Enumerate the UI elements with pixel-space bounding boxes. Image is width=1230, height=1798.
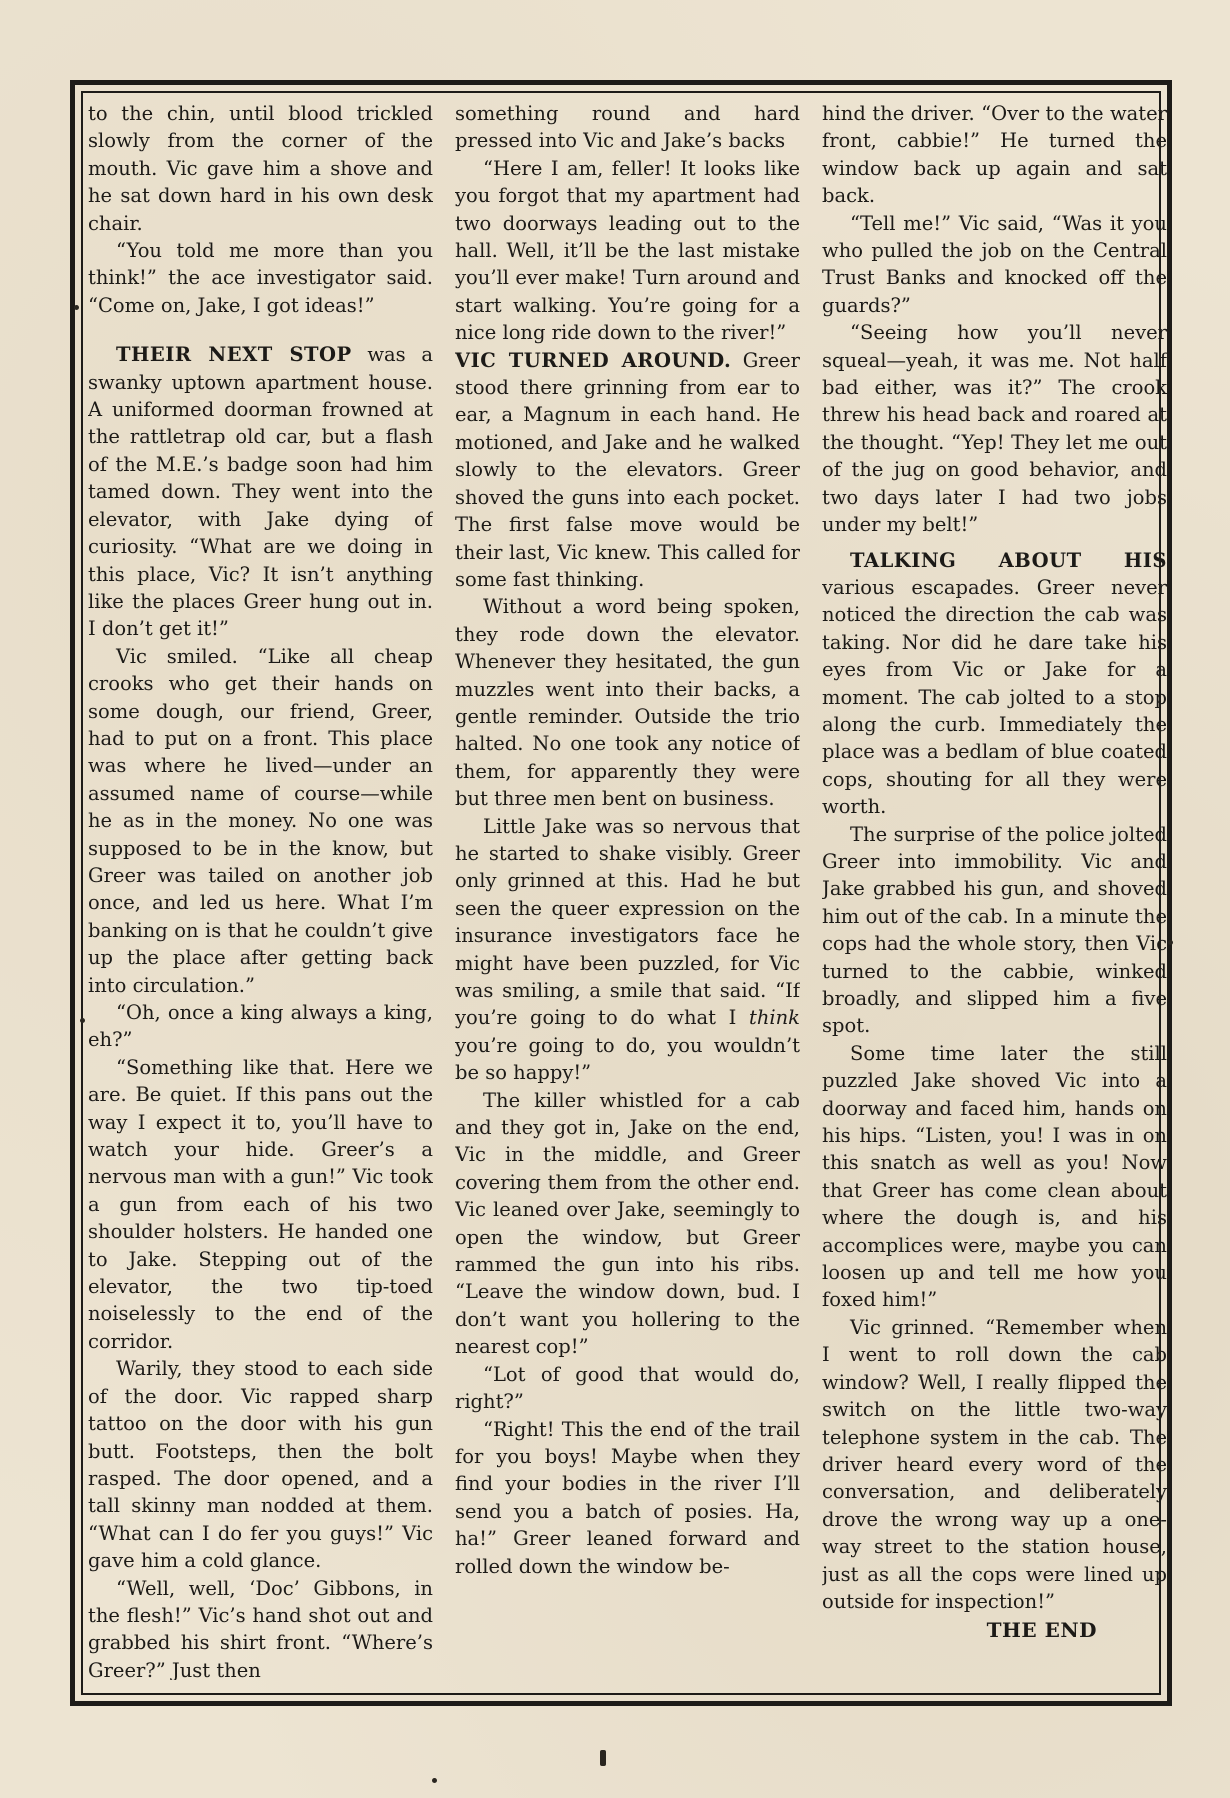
paragraph: Warily, they stood to each side of the door. Vic rapped sharp tattoo on the door with his gun butt. Footsteps, then the bolt rasped. The door opened, and a tall skinny man nodded at them. “What can I do fer you guys!” Vic gave him a cold glance. [88,1357,433,1573]
paragraph [455,813,800,1087]
paragraph-text: Greer stood there grinning from ear to ear, a Magnum in each hand. He motioned, and Jake and he walked slowly to the elevators. Greer shoved the guns into each pocket. The first false move would be their last, Vic knew. This called for some fast thinking. [455,348,800,591]
section-lead-in: TALKING ABOUT HIS [850,548,1167,572]
paragraph: “Tell me!” Vic said, “Was it you who pulled the job on the Central Trust Banks and knocked off the guards?” [822,211,1167,317]
text-column-3 [822,100,1167,1680]
story-columns [88,100,1166,1680]
section-lead-in: THEIR NEXT STOP [116,343,352,367]
the-end-label: THE END [986,1618,1097,1643]
paragraph: Vic grinned. “Remember when I went to roll down the cab window? Well, I really flipped the switch on the little two-way telephone system in the cab. The driver heard every word of the conversation, and deliberately drove the wrong way up a one-way street to the station house, just as all the cops were lined up outside for inspection!” [822,1315,1167,1613]
paragraph: “You told me more than you think!” the ace investigator said. “Come on, Jake, I got ideas!” [88,239,433,317]
paragraph: “Oh, once a king always a king, eh?” [88,1001,433,1052]
paragraph-text: was a swanky uptown apartment house. A uniformed doorman frowned at the rattletrap old car, but a flash of the M.E.’s badge soon had him tamed down. They went into the elevator, with Jake dying of curiosity. “What are we doing in this place, Vic? It isn’t anything like the places Greer hung out in. I don’t get it!” [88,343,433,641]
print-speck [432,1778,437,1783]
print-speck [80,1018,85,1023]
paragraph: The killer whistled for a cab and they got in, Jake on the end, Vic in the middle, and Greer covering them from the other end. Vic leaned over Jake, seemingly to open the window, but Greer rammed the gun into his ribs. “Leave the window down, bud. I don’t want you hollering to the nearest cop!” [455,1088,800,1359]
paragraph: “Seeing how you’ll never squeal—yeah, it was me. Not half bad either, was it?” The crook threw his head back and roared at the thought. “Yep! They let me out of the jug on good behavior, and two days later I had two jobs under my belt!” [822,321,1167,537]
section-paragraph [822,547,1167,821]
paragraph: to the chin, until blood trickled slowly from the corner of the mouth. Vic gave him a shove and he sat down hard in his own desk chair. [88,102,433,235]
text-column-1 [88,100,433,1680]
paragraph: The surprise of the police jolted Greer into immobility. Vic and Jake grabbed his gun, and shoved him out of the cab. In a minute the cops had the whole story, then Vic turned to the cabbie, winked broadly, and slipped him a five spot. [822,822,1167,1038]
emphasis-text: think [748,1006,800,1030]
print-speck [74,305,79,310]
paragraph: “Something like that. Here we are. Be quiet. If this pans out the way I expect it to, you’ll have to watch your hide. Greer’s a nervous man with a gun!” Vic took a gun from each of his two shoulder holsters. He handed one to Jake. Stepping out of the elevator, the two tip-toed noiselessly to the end of the corridor. [88,1055,433,1353]
paragraph: Without a word being spoken, they rode down the elevator. Whenever they hesitated, the gun muzzles went into their backs, a gentle reminder. Outside the trio halted. No one took any notice of them, for apparently they were but three men bent on business. [455,595,800,811]
section-lead-in: VIC TURNED AROUND. [455,348,732,372]
paragraph: “Right! This the end of the trail for you boys! Maybe when they find your bodies in the river I’ll send you a batch of posies. Ha, ha!” Greer leaned forward and rolled down the window be- [455,1417,800,1578]
paragraph: “Here I am, feller! It looks like you forgot that my apartment had two doorways leading out to the hall. Well, it’ll be the last mistake you’ll ever make! Turn around and start walking. You’re going for a nice long ride down to the river!” [455,156,800,345]
paragraph: something round and hard pressed into Vic and Jake’s backs [455,102,800,153]
paragraph: hind the driver. “Over to the water front, cabbie!” He turned the window back up again and sat back. [822,102,1167,208]
section-paragraph [88,341,433,642]
paragraph: “Lot of good that would do, right?” [455,1362,800,1414]
section-paragraph [455,347,800,594]
print-speck [1168,940,1173,945]
paragraph: “Well, well, ‘Doc’ Gibbons, in the flesh!” Vic’s hand shot out and grabbed his shirt front. “Where’s Greer?” Just then [88,1576,433,1680]
print-speck [600,1750,606,1766]
paragraph-text: various escapades. Greer never noticed the direction the cab was taking. Nor did he dare take his eyes from Vic or Jake for a moment. The cab jolted to a stop along the curb. Immediately the place was a bedlam of blue coated cops, shouting for all they were worth. [822,575,1167,819]
paragraph: Vic smiled. “Like all cheap crooks who get their hands on some dough, our friend, Greer, had to put on a front. This place was where he lived—under an assumed name of course—while he as in the money. No one was supposed to be in the know, but Greer was tailed on another job once, and led us here. What I’m banking on is that he couldn’t give up the place after getting back into circulation.” [88,644,433,997]
paragraph: Some time later the still puzzled Jake shoved Vic into a doorway and faced him, hands on his hips. “Listen, you! I was in on this snatch as well as you! Now that Greer has come clean about where the dough is, and his accomplices were, maybe you can loosen up and tell me how you foxed him!” [822,1041,1167,1312]
text-column-2 [455,100,800,1680]
paragraph-text: Little Jake was so nervous that he started to shake visibly. Greer only grinned at this. Had he but seen the queer expression on the insurance investigators face he might have been puzzled, for Vic was smiling, a smile that said. “If you’re going to do what I [455,814,800,1030]
paragraph-text: you’re going to do, you wouldn’t be so happy!” [455,1033,800,1085]
